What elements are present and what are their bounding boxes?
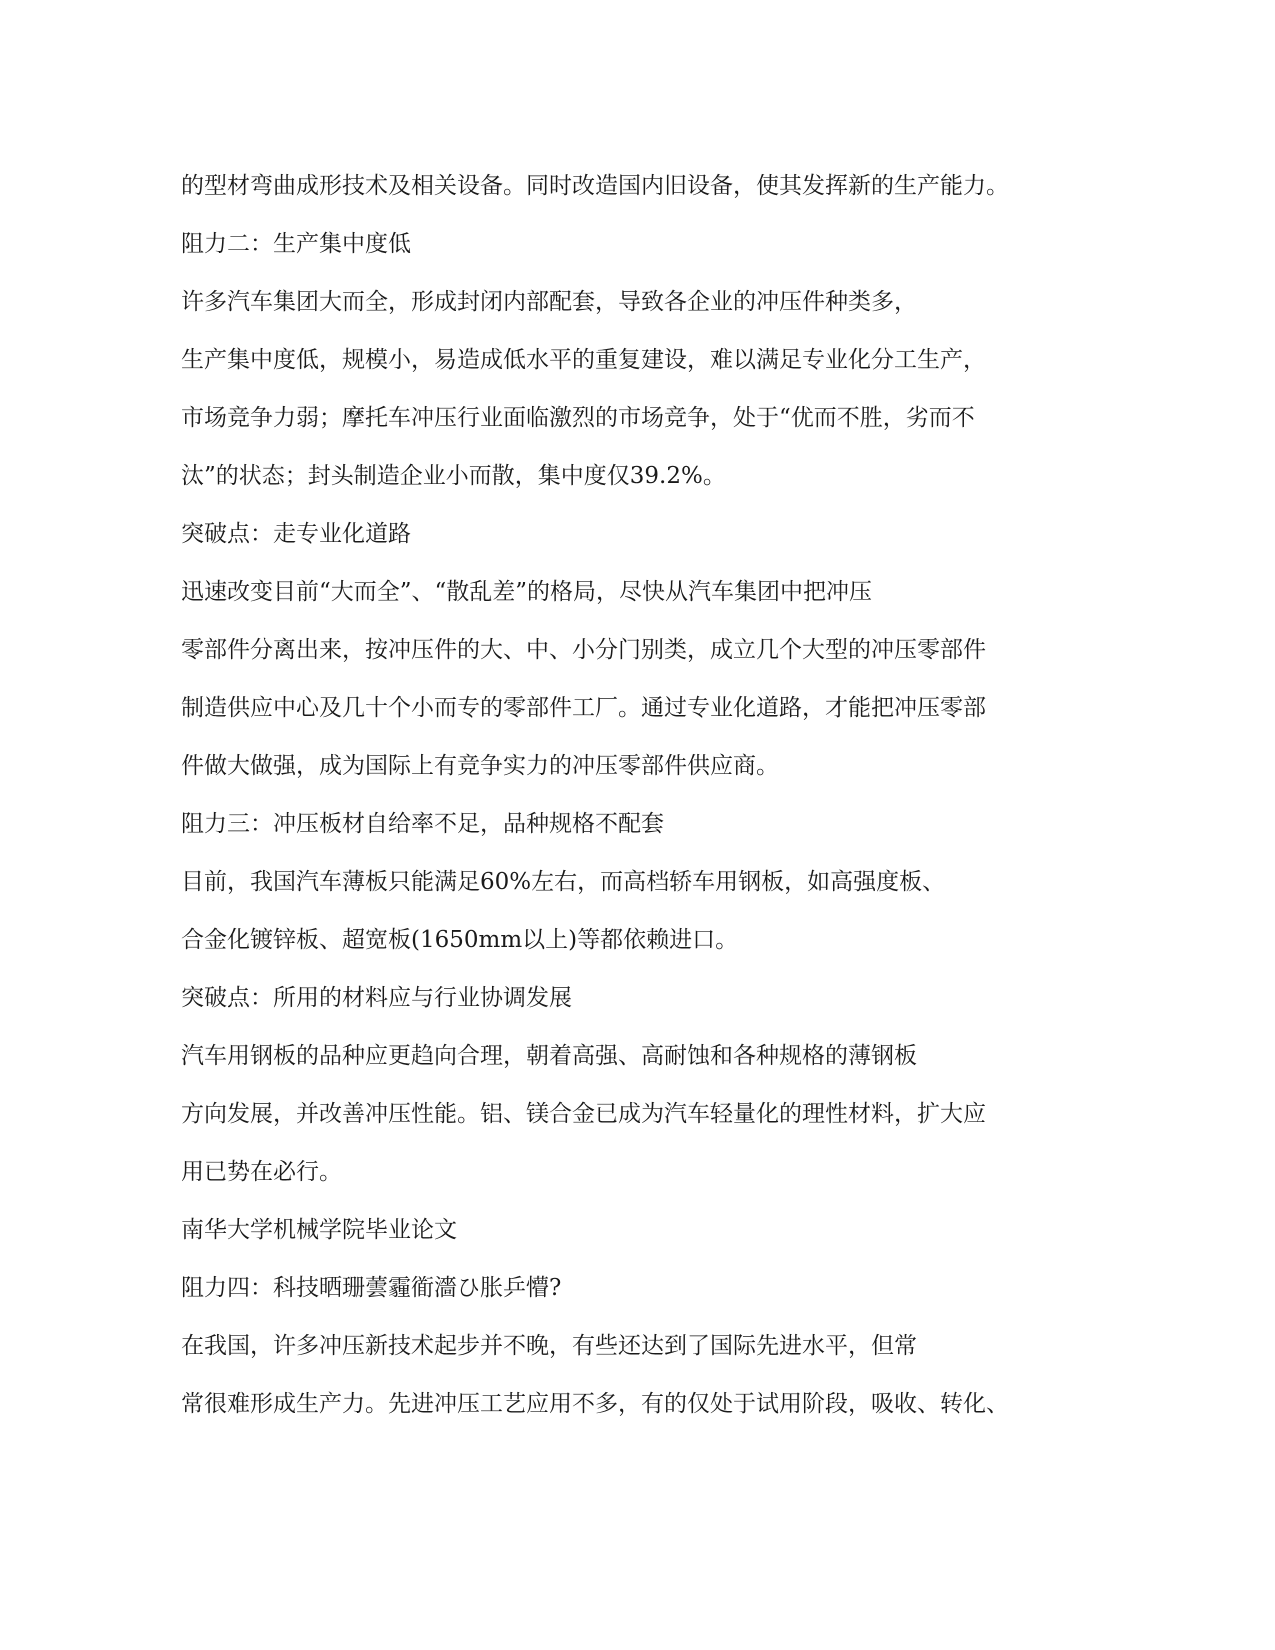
text-line: 的型材弯曲成形技术及相关设备。同时改造国内旧设备，使其发挥新的生产能力。 [181,173,1009,199]
section-heading: 阻力三：冲压板材自给率不足，品种规格不配套 [181,811,664,837]
text-line: 合金化镀锌板、超宽板(1650mm以上)等都依赖进口。 [181,927,739,953]
text-line: 方向发展，并改善冲压性能。铝、镁合金已成为汽车轻量化的理性材料，扩大应 [181,1101,986,1127]
text-line: 用已势在必行。 [181,1159,342,1185]
text-line: 目前，我国汽车薄板只能满足60%左右，而高档轿车用钢板，如高强度板、 [181,869,946,895]
text-line: 常很难形成生产力。先进冲压工艺应用不多，有的仅处于试用阶段，吸收、转化、 [181,1391,1009,1417]
text-line: 制造供应中心及几十个小而专的零部件工厂。通过专业化道路，才能把冲压零部 [181,695,986,721]
text-line: 零部件分离出来，按冲压件的大、中、小分门别类，成立几个大型的冲压零部件 [181,637,986,663]
text-line: 在我国，许多冲压新技术起步并不晚，有些还达到了国际先进水平，但常 [181,1333,917,1359]
section-heading: 突破点：所用的材料应与行业协调发展 [181,985,572,1011]
text-line: 汰”的状态；封头制造企业小而散，集中度仅39.2%。 [181,463,726,489]
text-line: 市场竞争力弱；摩托车冲压行业面临激烈的市场竞争，处于“优而不胜，劣而不 [181,405,975,431]
section-heading: 阻力二：生产集中度低 [181,231,411,257]
text-line: 汽车用钢板的品种应更趋向合理，朝着高强、高耐蚀和各种规格的薄钢板 [181,1043,917,1069]
text-line: 许多汽车集团大而全，形成封闭内部配套，导致各企业的冲压件种类多， [181,289,917,315]
section-heading: 突破点：走专业化道路 [181,521,411,547]
text-line: 件做大做强，成为国际上有竞争实力的冲压零部件供应商。 [181,753,779,779]
text-line: 迅速改变目前“大而全”、“散乱差”的格局，尽快从汽车集团中把冲压 [181,579,873,605]
running-header: 南华大学机械学院毕业论文 [181,1217,457,1243]
section-heading: 阻力四：科技晒珊蕓霾衜濇ひ胀乒懵? [181,1275,562,1301]
text-line: 生产集中度低，规模小，易造成低水平的重复建设，难以满足专业化分工生产， [181,347,986,373]
